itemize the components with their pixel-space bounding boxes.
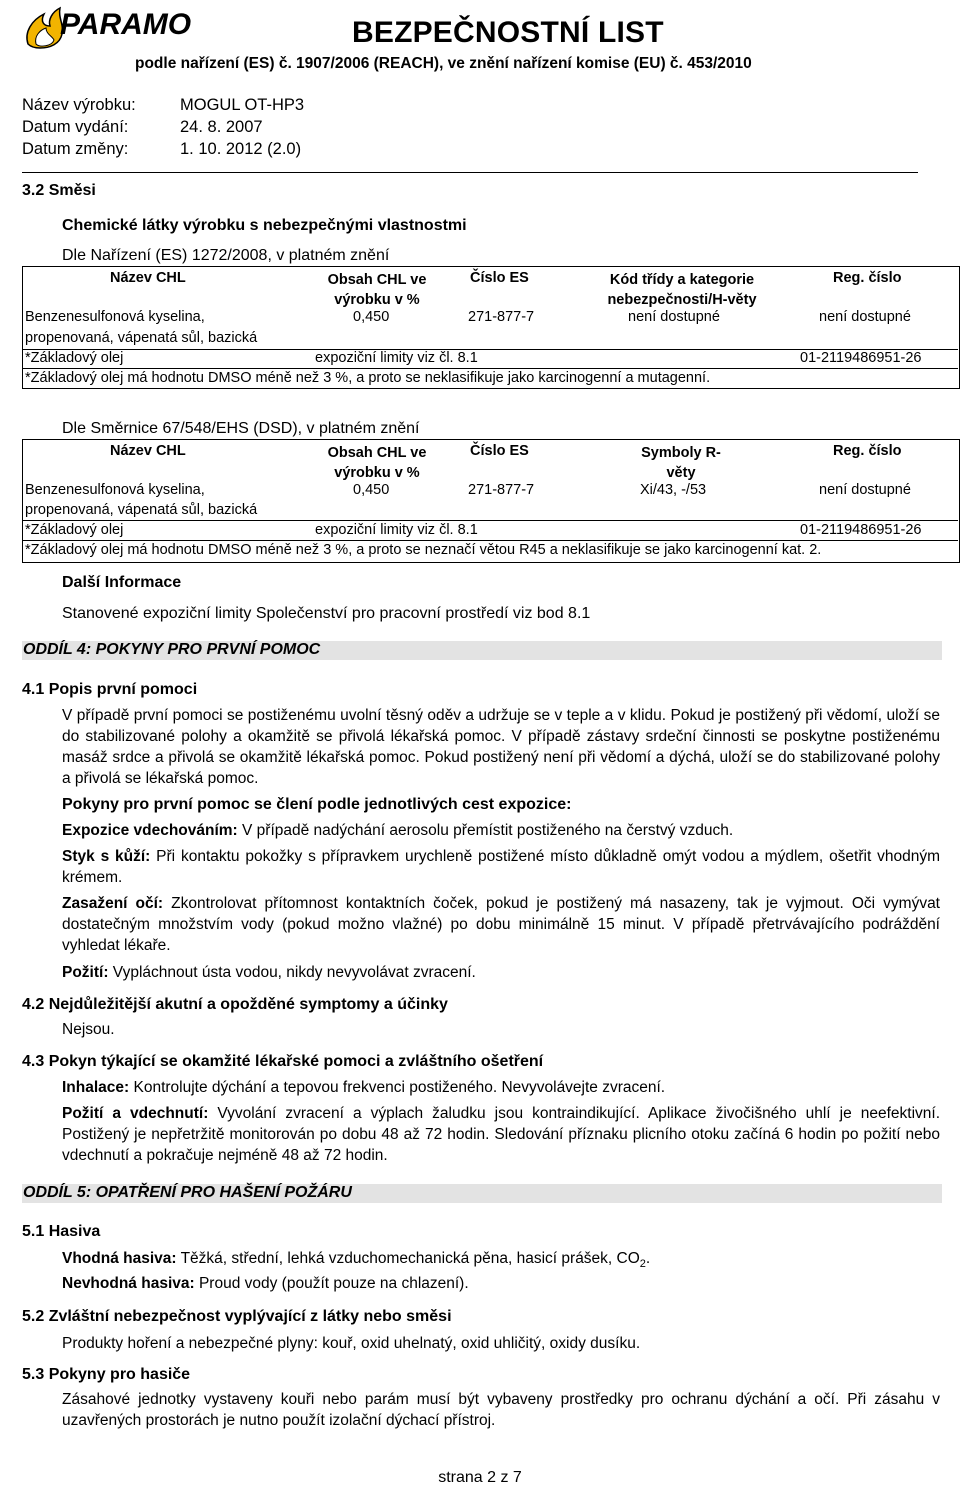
- meta-label: Název výrobku:: [22, 96, 136, 114]
- meta-label: Datum vydání:: [22, 118, 129, 136]
- col-header-reg: Reg. číslo: [833, 270, 902, 286]
- substance-name-cont: propenovaná, vápenatá sůl, bazická: [25, 502, 258, 518]
- base-oil-name: *Základový olej: [25, 350, 124, 366]
- skin-paragraph: [62, 846, 940, 888]
- meta-value: MOGUL OT-HP3: [180, 96, 305, 114]
- substance-name: Benzenesulfonová kyselina,: [25, 482, 205, 498]
- inhalation-4-3-label: Inhalace:: [62, 1079, 130, 1096]
- meta-value: 24. 8. 2007: [180, 118, 263, 136]
- document-subtitle: podle nařízení (ES) č. 1907/2006 (REACH), ve znění nařízení komise (EU) č. 453/2010: [135, 55, 752, 72]
- suitable-media-text: Těžká, střední, lehká vzduchomechanická pěna, hasicí prášek, CO: [176, 1250, 640, 1267]
- base-oil-limit: expoziční limity viz čl. 8.1: [315, 350, 478, 366]
- col-header-es: Číslo ES: [470, 443, 529, 459]
- base-oil-reg: 01-2119486951-26: [800, 522, 922, 538]
- inhalation-4-3-paragraph: [62, 1077, 940, 1098]
- substance-content: 0,450: [353, 309, 390, 325]
- substance-class-code: není dostupné: [628, 309, 720, 325]
- inhalation-4-3-text: Kontrolujte dýchání a tepovou frekvenci postiženého. Nevyvolávejte zvracení.: [129, 1079, 666, 1096]
- unsuitable-media-text: Proud vody (použít pouze na chlazení).: [194, 1275, 469, 1292]
- col-header-class-code: Kód třídy a kategorie nebezpečnosti/H-věty: [607, 272, 757, 308]
- table-divider: [22, 368, 958, 369]
- ingestion-text: Vypláchnout ústa vodou, nikdy nevyvolávat zvracení.: [108, 964, 476, 981]
- inhalation-text: V případě nadýchání aerosolu přemístit postiženého na čerstvý vzduch.: [237, 822, 734, 839]
- header-divider: [22, 172, 918, 173]
- col-header-content: Obsah CHL ve výrobku v %: [327, 272, 427, 308]
- meta-value: 1. 10. 2012 (2.0): [180, 140, 302, 158]
- meta-change-date: [22, 140, 301, 159]
- skin-text: Při kontaktu pokožky s přípravkem urychleně postižené místo důkladně omýt vodou a mýdlem, ošetřit vhodným krémem.: [62, 848, 941, 886]
- base-oil-note: *Základový olej má hodnotu DMSO méně než 3 %, a proto se neznačí větou R45 a neklasifikuje se jako karcinogenní kat. 2.: [25, 542, 822, 558]
- section-5-bar: [22, 1184, 942, 1203]
- eye-paragraph: [62, 893, 940, 956]
- col-header-content: Obsah CHL ve výrobku v %: [327, 445, 427, 481]
- table-divider: [22, 520, 958, 521]
- logo-wordmark: PARAMO: [60, 8, 192, 41]
- skin-label: Styk s kůží:: [62, 848, 151, 865]
- suitable-media-paragraph: [62, 1248, 940, 1275]
- heading-5-3: 5.3 Pokyny pro hasiče: [22, 1366, 191, 1383]
- inhalation-label: Expozice vdechováním:: [62, 822, 238, 839]
- unsuitable-media-label: Nevhodná hasiva:: [62, 1275, 195, 1292]
- base-oil-note: *Základový olej má hodnotu DMSO méně než 3 %, a proto se neklasifikuje jako karcinogenní a mutagenní.: [25, 370, 711, 386]
- table-divider: [22, 540, 958, 541]
- ingestion-4-3-label: Požití a vdechnutí:: [62, 1105, 209, 1122]
- paragraph-5-3: Zásahové jednotky vystaveny kouři nebo parám musí být vybaveny prostředky pro ochranu dýchání a očí. Při zásahu v uzavřených prostorách je nutno použít izolační dýchací přístroj.: [62, 1391, 940, 1429]
- meta-product: [22, 96, 304, 115]
- page-number: strana 2 z 7: [438, 1469, 522, 1486]
- more-info-text: Stanovené expoziční limity Společenství pro pracovní prostředí viz bod 8.1: [62, 605, 591, 622]
- substance-es: 271-877-7: [468, 309, 535, 325]
- heading-4-3: 4.3 Pokyn týkající se okamžité lékařské pomoci a zvláštního ošetření: [22, 1053, 544, 1070]
- col-header-reg: Reg. číslo: [833, 443, 902, 459]
- section-4-bar: [22, 641, 942, 660]
- paragraph-4-2: Nejsou.: [62, 1021, 115, 1038]
- unsuitable-media-paragraph: [62, 1273, 940, 1294]
- col-header-name: Název CHL: [110, 270, 186, 286]
- substance-reg: není dostupné: [819, 309, 911, 325]
- hazard-substances-heading: Chemické látky výrobku s nebezpečnými vlastnostmi: [62, 217, 467, 234]
- ingestion-paragraph: [62, 962, 940, 983]
- base-oil-name: *Základový olej: [25, 522, 124, 538]
- col-header-es: Číslo ES: [470, 270, 529, 286]
- substance-symbols: Xi/43, -/53: [640, 482, 707, 498]
- substance-name-cont: propenovaná, vápenatá sůl, bazická: [25, 330, 258, 346]
- base-oil-limit: expoziční limity viz čl. 8.1: [315, 522, 478, 538]
- flame-icon: [27, 8, 62, 48]
- substance-es: 271-877-7: [468, 482, 535, 498]
- substance-reg: není dostupné: [819, 482, 911, 498]
- eye-label: Zasažení očí:: [62, 895, 164, 912]
- clp-caption: Dle Nařízení (ES) 1272/2008, v platném znění: [62, 247, 390, 264]
- ingestion-4-3-paragraph: [62, 1103, 940, 1166]
- section-5-title: ODDÍL 5: OPATŘENÍ PRO HAŠENÍ POŽÁRU: [23, 1184, 352, 1201]
- inhalation-paragraph: [62, 820, 940, 841]
- heading-5-1: 5.1 Hasiva: [22, 1223, 101, 1240]
- dsd-caption: Dle Směrnice 67/548/EHS (DSD), v platném znění: [62, 420, 420, 437]
- col-header-symbols: Symboly R-věty: [641, 445, 721, 481]
- suitable-media-end: .: [645, 1250, 651, 1267]
- heading-4-1: 4.1 Popis první pomoci: [22, 681, 198, 698]
- suitable-media-label: Vhodná hasiva:: [62, 1250, 177, 1267]
- heading-5-2: 5.2 Zvláštní nebezpečnost vyplývající z látky nebo směsi: [22, 1308, 452, 1325]
- paragraph-4-1: V případě první pomoci se postiženému uvolní těsný oděv a udržuje se v teple a v klidu. Pokud je postižený při vědomí, uloží se do stabilizované polohy a okamžitě se přivolá lékařská pomoc. V případě zástavy srdeční činnosti se poskytne postiženému masáž srdce a přivolá se okamžitě lékařská pomoc. Pokud postižený není při vědomí a dýchá, uloží se do stabilizované polohy a přivolá se lékařská pomoc.: [62, 707, 940, 787]
- paragraph-5-2: Produkty hoření a nebezpečné plyny: kouř, oxid uhelnatý, oxid uhličitý, oxidy dusíku.: [62, 1335, 641, 1352]
- document-title: BEZPEČNOSTNÍ LIST: [352, 16, 664, 49]
- ingestion-label: Požití:: [62, 964, 109, 981]
- col-header-name: Název CHL: [110, 443, 186, 459]
- base-oil-reg: 01-2119486951-26: [800, 350, 922, 366]
- meta-issue-date: [22, 118, 263, 137]
- co2-subscript: 2: [639, 1258, 646, 1271]
- meta-label: Datum změny:: [22, 140, 129, 158]
- exposure-routes-heading: Pokyny pro první pomoc se člení podle jednotlivých cest expozice:: [62, 796, 572, 813]
- more-info-heading: Další Informace: [62, 574, 182, 591]
- heading-4-2: 4.2 Nejdůležitější akutní a opožděné symptomy a účinky: [22, 996, 448, 1013]
- section-4-title: ODDÍL 4: POKYNY PRO PRVNÍ POMOC: [23, 641, 321, 658]
- ingestion-4-3-text: Vyvolání zvracení a výplach žaludku jsou kontraindikující. Aplikace živočišného uhlí je neefektivní. Postižený je nepřetržitě monitorován po dobu 48 až 72 hodin. Sledování příznaku plicního otoku začíná 6 hodin po požití nebo vdechnutí a pokračuje nejméně 48 až 72 hodin.: [62, 1105, 940, 1164]
- substance-name: Benzenesulfonová kyselina,: [25, 309, 205, 325]
- substance-content: 0,450: [353, 482, 390, 498]
- section-3-2-heading: 3.2 Směsi: [22, 182, 96, 199]
- eye-text: Zkontrolovat přítomnost kontaktních čoček, pokud je postižený má nasazeny, tak je vyjmout. Oči vymývat dostatečným množstvím vody (pokud možno vlažné) po dobu minimálně 15 minut. V případě přetrvávajícího podráždění vyhledat lékaře.: [62, 895, 940, 954]
- paramo-logo: [22, 4, 202, 50]
